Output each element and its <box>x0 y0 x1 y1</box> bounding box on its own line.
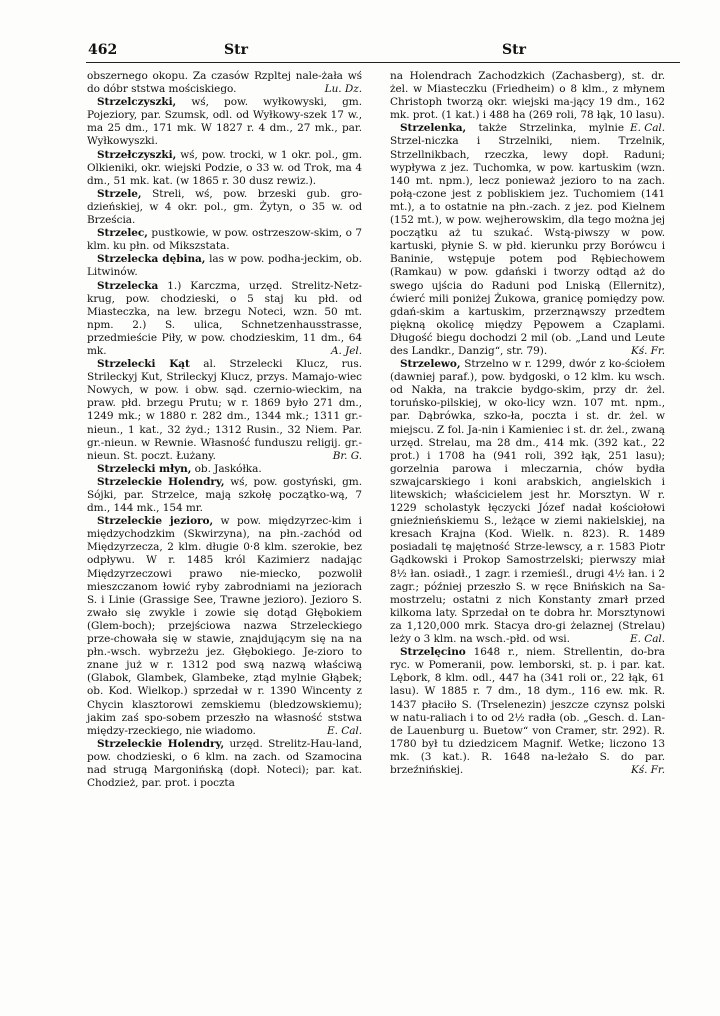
entry <box>87 188 362 227</box>
running-head-right: Str <box>502 42 526 58</box>
entry <box>87 358 362 463</box>
entry-body: las w pow. podha-jeckim, ob. Litwinów. <box>87 253 363 279</box>
entry-signature: Kś. Fr. <box>630 344 665 357</box>
entry-signature: A. Jel. <box>330 344 362 357</box>
entry-body: w pow. międzyrzec-kim i międzychodzkim (Skwirzyna), na płn.-zachód od Międzyrzecza, 2 klm. długie 0·8 klm. szerokie, bez odpływu. W r. 1485 król Kazimierz nadając Międzyrzeczowi prawo nie-miecko, pozwolił mieszczanom łowić ryby zabrodniami na jeziorach S. i Linie (Grassige See, Trawne jezioro). Jezioro S. zwało się zwykle i zowie się dotąd Głębokiem (Glem-boch); przejściowa nazwa Strzeleckiego prze-chowała się w stawie, znajdującym się na na płn.-wsch. wybrzeżu jez. Głębokiego. Je-zioro to znane już w r. 1312 pod swą nazwą właściwą (Glabok, Glambek, Glambeke, ztąd mylnie Głąbek; ob. Kod. Wielkop.) sprzedał w r. 1390 Wincenty z Chycin klasztorowi zemskiemu (bledzowskiemu); jakim zaś spo-sobem przeszło na własność ststwa między-rzeckiego, nie wiadomo. <box>87 515 362 737</box>
right-column <box>390 70 665 777</box>
entry-headword: Strzeleckie Holendry, <box>97 737 225 750</box>
entry-headword: Strzelec, <box>97 227 148 240</box>
entry-body: wś, pow. gostyński, gm. Sójki, par. Strzelce, mają szkołę początko-wą, 7 dm., 144 mk., 154 mr. <box>87 475 362 515</box>
page-number: 462 <box>88 42 118 58</box>
entry-body: na Holendrach Zachodzkich (Zachasberg), st. dr. żel. w Miasteczku (Friedheim) o 8 klm., z młynem Christoph tworzą okr. wiejski ma-jący 19 dm., 162 mk. prot. (1 kat.) i 488 ha (269 roli, 78 łąk, 10 lasu). <box>390 70 665 122</box>
entry-body: 1648 r., niem. Strellentin, do-bra ryc. w Pomeranii, pow. lemborski, st. p. i par. kat. Lębork, 8 klm. odl., 447 ha (341 roli or., 22 łąk, 61 lasu). W 1885 r. 7 dm., 18 dym., 116 ew. mk. R. 1437 płaciło S. (Trselenezin) jeszcze czynsz polski w natu-raliach i to od 2½ radła (ob. „Gesch. d. Lan-de Lauenburg u. Buetow“ von Cramer, str. 292). R. 1780 był tu dziedzicem Magnif. Wetke; liczono 13 mk. (3 kat.). R. 1648 na-leżało S. do par. brzeźnińskiej. <box>390 646 665 776</box>
entry-body: Strzelno w r. 1299, dwór z ko-ściołem (dawniej paraf.), pow. bydgoski, o 12 klm. ku wsch. od Nakła, na trakcie bydgo-skim, przy dr. żel. toruńsko-pilskiej, w oko-licy wzn. 107 mt. npm., par. Dąbrówka, szko-ła, poczta i st. dr. żel. w miejscu. Z fol. Ja-nin i Kamieniec i st. dr. żel., zwaną urzęd. Strelau, ma 28 dm., 414 mk. (392 kat., 22 prot.) i 1708 ha (941 roli, 392 łąk, 251 lasu); gorzelnia parowa i mleczarnia, chów bydła szwajcarskiego i koni arabskich, angielskich i litewskich; właścicielem jest hr. Morsztyn. W r. 1229 scholastyk łęczycki Józef nadał kościołowi gnieźnieńskiemu S., leżące w ziemi nakielskiej, na kresach Krajna (Kod. Wielk. n. 823). R. 1489 posiadali tę majętność Strze-lewscy, a r. 1583 Piotr Gądkowski i Prokop Samostrzelski; pierwszy miał 8½ łan. osiadł., 1 zagr. i rzemieśl., drugi 4½ łan. i 2 zagr.; później przeszło S. w ręce Bnińskich na Sa-mostrzelu; ostatni z nich Konstanty zmarł przed kilkoma laty. Sprzedał on te dobra hr. Morsztynowi za 1,120,000 mrk. Stacya dro-gi żelaznej (Strelau) leży o 3 klm. na wsch.-płd. od wsi. <box>390 358 665 646</box>
entry-body: pustkowie, w pow. ostrzeszow-skim, o 7 klm. ku płn. od Mikszstata. <box>87 227 362 253</box>
left-column <box>87 70 362 790</box>
entry <box>390 122 665 358</box>
entry <box>87 738 362 790</box>
entry <box>87 253 362 279</box>
entry-body: urzęd. Strelitz-Hau-land, pow. chodzieski, o 6 klm. na zach. od Szamocina nad strugą Margonińską (dopł. Noteci); par. kat. Chodzież, par. prot. i poczta <box>87 737 362 790</box>
entry-headword: Strzełczyszki, <box>97 148 177 161</box>
entry <box>87 70 362 96</box>
entry-body: 1.) Karczma, urzęd. Strelitz-Netz-krug, pow. chodzieski, o 5 staj ku płd. od Miasteczka, na lew. brzegu Noteci, wzn. 50 mt. npm. 2.) S. ulica, Schnetzenhausstrasse, przedmieście Piły, w pow. chodzieskim, 11 dm., 64 mk. <box>87 279 363 357</box>
entry-body: obszernego okopu. Za czasów Rzpltej nale-żała wś do dóbr ststwa mościskiego. <box>87 70 362 96</box>
header-rule <box>86 62 680 63</box>
entry-signature: Lu. Dz. <box>324 83 362 96</box>
entry-headword: Strzeleckie jezioro, <box>97 515 214 528</box>
entry-body: wś, pow. wyłkowyski, gm. Pojeziory, par. Szumsk, odl. od Wyłkowy-szek 17 w., ma 25 dm., 171 mk. W 1827 r. 4 dm., 27 mk., par. Wyłkowyszki. <box>87 96 362 148</box>
entry-headword: Strzelewo, <box>400 358 461 371</box>
entry <box>87 227 362 253</box>
entry-signature: Br. G. <box>332 449 362 462</box>
entry-body: Streli, wś, pow. brzeski gub. gro-dzieńskiej, w 4 okr. pol., gm. Żytyn, o 35 w. od Brześcia. <box>87 187 362 227</box>
entry <box>87 515 362 738</box>
entry-signature: E. Cal. <box>630 122 665 135</box>
entry-headword: Strzeleckie Holendry, <box>97 475 225 488</box>
entry-headword: Strzelczyszki, <box>97 96 177 109</box>
entry-headword: Strzelenka, <box>400 122 467 135</box>
entry-headword: Strzelęcino <box>400 646 466 659</box>
entry-body: ob. Jaskółka. <box>194 462 262 475</box>
entry-signature: E. Cal. <box>630 633 665 646</box>
entry <box>87 476 362 515</box>
entry-body: wś, pow. trocki, w 1 okr. pol., gm. Olkieniki, okr. wiejski Podzie, o 33 w. od Trok, ma 4 dm., 51 mk. kat. (w 1865 r. 30 dusz rewiz.). <box>87 148 362 187</box>
entry-headword: Strzelecka <box>97 279 159 292</box>
entry <box>87 280 362 359</box>
entry-body: także Strzelinka, mylnie Strzel-niczka i Strzelniki, niem. Trzelnik, Strzellnikbach, rzeczka, lewy dopł. Raduni; wypływa z jez. Tuchomka, w pow. kartuskim (wzn. 140 mt. npm.), lecz ponieważ jezioro to na zach. połą-czone jest z pobliskiem jez. Tuchomiem (141 mt.), a to ostatnie na płn.-zach. z jez. pod Kielnem (152 mt.), w pow. wejherowskim, dla tego można jej początku aż tu szukać. Wstą-piwszy w pow. kartuski, płynie S. w płd. kierunku przy Borówcu i Baninie, wstępuje potem pod Rębiechowem (Ramkau) w pow. gdański i tworzy odtąd aż do swego ujścia do Raduni pod Lniską (Ellernitz), ćwierć mili poniżej Żukowa, granicę pomiędzy pow. gdań-skim a kartuskim, przerznąwszy przedtem piękną okolicę między Pępowem a Czaplami. Długość biegu dochodzi 2 mil (ob. „Land und Leute des Landkr., Danzig“, str. 79). <box>390 122 665 357</box>
entry <box>87 149 362 188</box>
entry-headword: Strzele, <box>97 187 142 200</box>
entry-headword: Strzelecki Kąt <box>97 358 190 371</box>
entry-headword: Strzelecki młyn, <box>97 462 192 475</box>
entry <box>390 358 665 646</box>
entry <box>87 463 362 476</box>
entry-headword: Strzelecka dębina, <box>97 253 206 266</box>
entry <box>87 96 362 148</box>
entry-body: al. Strzelecki Klucz, rus. Strileckyj Kut, Strileckyj Klucz, przys. Mamajo-wiec Nowych, w pow. i obw. sąd. czernio-wieckim, na praw. płd. brzegu Prutu; w r. 1869 było 271 dm., 1249 mk.; w 1880 r. 282 dm., 1344 mk.; 1311 gr.-nieun., 1 kat., 32 żyd.; 1312 Rusin., 32 Niem. Par. gr.-nieun. w Rewnie. Własność funduszu religij. gr.-nieun. St. poczt. Łużany. <box>87 358 362 462</box>
running-head-left: Str <box>224 42 248 58</box>
entry-signature: E. Cal. <box>327 724 362 737</box>
entry <box>390 646 665 777</box>
entry-signature: Kś. Fr. <box>630 763 665 776</box>
